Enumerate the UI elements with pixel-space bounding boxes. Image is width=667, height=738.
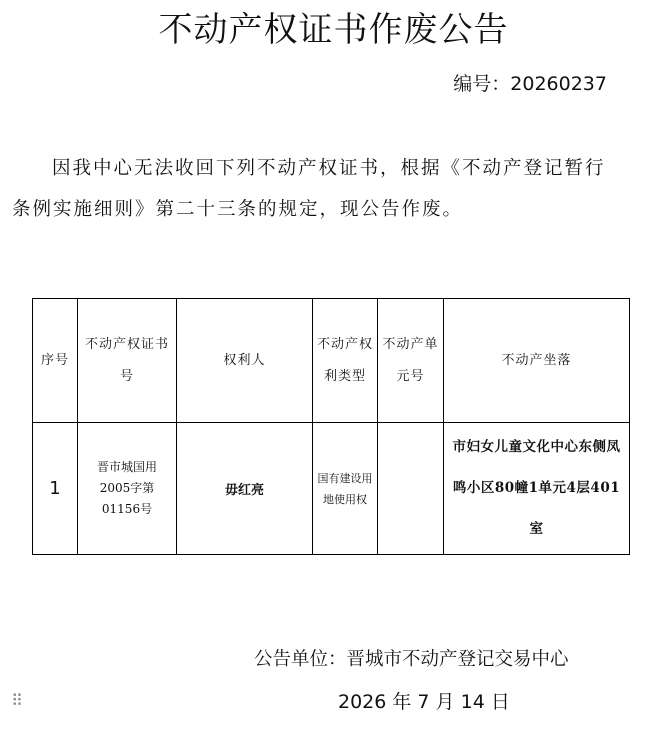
header-location: 不动产坐落 [444,299,630,423]
notice-body: 因我中心无法收回下列不动产权证书，根据《不动产登记暂行条例实施细则》第二十三条的规定，现公告作废。 [12,158,606,220]
header-unit-no: 不动产单元号 [378,299,444,423]
notice-title: 不动产权证书作废公告 [158,10,509,50]
document-number: 编号：20260237 [453,73,607,95]
cell-unit-no [378,423,444,555]
cell-right-type: 国有建设用地使用权 [313,423,378,555]
cell-holder: 毋红亮 [177,423,313,555]
invalidated-certificates-table [32,298,630,555]
cell-location: 市妇女儿童文化中心东侧凤鸣小区80幢1单元4层401室 [444,423,630,555]
drag-handle-icon[interactable]: ⠿ [11,691,23,710]
cell-seq: 1 [33,423,78,555]
cell-cert-no: 晋市城国用2005字第01156号 [78,423,177,555]
header-cert-no: 不动产权证书号 [78,299,177,423]
header-seq: 序号 [33,299,78,423]
issuer: 公告单位：晋城市不动产登记交易中心 [254,649,569,670]
header-holder: 权利人 [177,299,313,423]
issue-date: 2026 年 7 月 14 日 [338,691,510,713]
table-header-row [33,299,630,423]
header-right-type: 不动产权利类型 [313,299,378,423]
table-row [33,423,630,555]
